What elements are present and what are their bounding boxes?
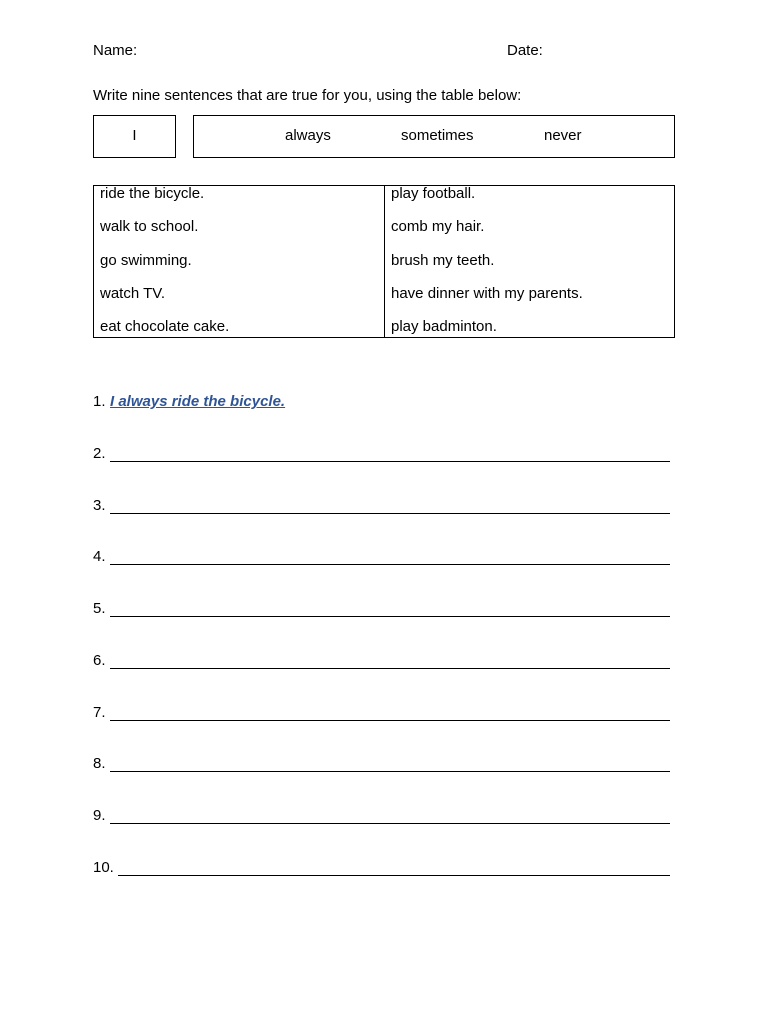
phrase-right: play badminton. <box>391 318 497 335</box>
example-answer: I always ride the bicycle. <box>110 393 286 410</box>
answer-line[interactable] <box>93 704 670 724</box>
answer-line[interactable] <box>93 807 670 827</box>
answer-line <box>93 393 670 413</box>
subject-box <box>93 115 176 158</box>
phrase-right: brush my teeth. <box>391 252 495 269</box>
answer-line[interactable] <box>93 652 670 672</box>
answer-line[interactable] <box>93 755 670 775</box>
instructions: Write nine sentences that are true for you, using the table below: <box>93 87 522 104</box>
phrase-right: have dinner with my parents. <box>391 285 583 302</box>
phrases-table <box>93 185 675 338</box>
answer-blank[interactable] <box>110 720 670 721</box>
answer-number: 5. <box>93 600 106 617</box>
answer-blank[interactable] <box>110 771 670 772</box>
answer-line[interactable] <box>93 600 670 620</box>
answer-number: 4. <box>93 548 106 565</box>
answer-line[interactable] <box>93 548 670 568</box>
answer-number: 6. <box>93 652 106 669</box>
answer-blank[interactable] <box>110 823 670 824</box>
answer-number: 10. <box>93 859 114 876</box>
frequency-word-always: always <box>285 127 331 144</box>
answer-blank[interactable] <box>110 564 670 565</box>
frequency-word-never: never <box>544 127 582 144</box>
answer-blank[interactable] <box>110 668 670 669</box>
answer-line[interactable] <box>93 445 670 465</box>
frequency-word-sometimes: sometimes <box>401 127 474 144</box>
phrase-left: eat chocolate cake. <box>100 318 230 335</box>
answer-number: 1. <box>93 393 106 410</box>
answer-number: 2. <box>93 445 106 462</box>
subject-word: I <box>132 127 137 144</box>
phrase-right: play football. <box>391 185 476 202</box>
answer-number: 3. <box>93 497 106 514</box>
phrase-right: comb my hair. <box>391 218 485 235</box>
date-label: Date: <box>507 42 543 59</box>
answer-blank[interactable] <box>110 461 670 462</box>
answer-blank[interactable] <box>110 616 670 617</box>
answer-line[interactable] <box>93 859 670 879</box>
phrase-left: go swimming. <box>100 252 192 269</box>
phrase-left: walk to school. <box>100 218 199 235</box>
answer-number: 7. <box>93 704 106 721</box>
phrase-left: watch TV. <box>100 285 166 302</box>
name-label: Name: <box>93 42 138 59</box>
phrase-left: ride the bicycle. <box>100 185 205 202</box>
answer-blank[interactable] <box>110 513 670 514</box>
phrases-table-divider <box>384 186 385 337</box>
answer-line[interactable] <box>93 497 670 517</box>
answer-number: 8. <box>93 755 106 772</box>
frequency-box <box>193 115 675 158</box>
answer-number: 9. <box>93 807 106 824</box>
answer-blank[interactable] <box>118 875 670 876</box>
